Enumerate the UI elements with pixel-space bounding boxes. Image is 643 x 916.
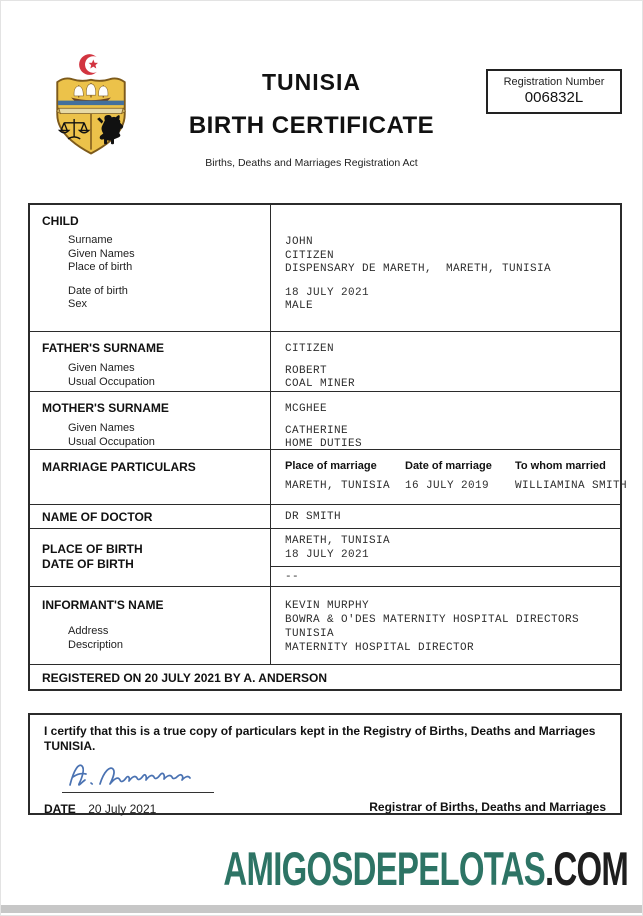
tunisia-coat-of-arms-icon: [45, 43, 137, 175]
father-section-header: FATHER'S SURNAME: [42, 341, 164, 355]
certification-statement: I certify that this is a true copy of particulars kept in the Registry of Births, Deaths and Marriages TUNISIA.: [44, 724, 596, 753]
marriage-section-header: MARRIAGE PARTICULARS: [42, 460, 196, 474]
date-of-marriage-label: Date of marriage: [405, 460, 492, 472]
date-of-marriage-value: 16 JULY 2019: [405, 480, 490, 492]
father-given-names-value: ROBERT: [285, 364, 328, 377]
birth-certificate-document: [1, 1, 642, 915]
title-block: [137, 43, 486, 169]
child-place-of-birth-value: DISPENSARY DE MARETH, MARETH, TUNISIA: [285, 263, 552, 275]
birth-place-value: MARETH, TUNISIA: [285, 535, 391, 547]
doctor-name-value: DR SMITH: [285, 511, 342, 523]
informant-row: [30, 586, 620, 664]
registration-number-value: 006832L: [524, 89, 584, 106]
father-occupation-value: COAL MINER: [285, 378, 356, 390]
birth-place-date-row: [30, 528, 620, 586]
father-row: [30, 331, 620, 391]
doctor-row: [30, 504, 620, 528]
document-header: [1, 1, 642, 175]
child-surname-value: JOHN: [285, 236, 314, 248]
country-title: TUNISIA: [262, 69, 361, 95]
informant-address-value: TUNISIA: [285, 628, 335, 640]
date-of-birth-section-header: DATE OF BIRTH: [42, 557, 134, 571]
child-date-of-birth-label: Date of birth: [68, 284, 128, 297]
registrar-title: Registrar of Births, Deaths and Marriages: [369, 800, 606, 814]
child-place-of-birth-label: Place of birth: [68, 261, 133, 273]
informant-description-value: MATERNITY HOSPITAL DIRECTOR: [285, 642, 475, 654]
registered-row: [30, 664, 620, 689]
child-sex-label: Sex: [68, 298, 87, 310]
mother-row: [30, 391, 620, 449]
doctor-section-header: NAME OF DOCTOR: [42, 510, 153, 524]
watermark-brand: [223, 841, 628, 896]
mother-given-names-label: Given Names: [68, 422, 135, 434]
child-given-names-label: Given Names: [68, 247, 135, 260]
child-row: [30, 205, 620, 331]
child-surname-label: Surname: [68, 234, 113, 246]
child-date-of-birth-value: 18 JULY 2021: [285, 286, 370, 299]
place-of-birth-section-header: PLACE OF BIRTH: [42, 542, 143, 556]
registration-number-box: [486, 69, 622, 114]
date-value: 20 July 2021: [88, 802, 157, 816]
brand-name: AMIGOSDEPELOTAS: [223, 842, 545, 895]
act-subtitle: Births, Deaths and Marriages Registration Act: [205, 157, 418, 169]
registration-number-label: Registration Number: [503, 76, 605, 88]
date-label: DATE: [44, 802, 76, 816]
bottom-bar: [1, 905, 642, 913]
place-of-marriage-value: MARETH, TUNISIA: [285, 480, 391, 492]
informant-description-label: Description: [68, 639, 124, 651]
mother-surname-value: MCGHEE: [285, 403, 328, 415]
informant-address-label: Address: [68, 625, 109, 637]
child-given-names-value: CITIZEN: [285, 249, 335, 262]
mother-given-names-value: CATHERINE: [285, 424, 349, 437]
birth-date-value: 18 JULY 2021: [285, 548, 370, 561]
document-title: BIRTH CERTIFICATE: [188, 112, 435, 139]
informant-org-value: BOWRA & O'DES MATERNITY HOSPITAL DIRECTORS: [285, 614, 580, 626]
child-section-header: CHILD: [42, 214, 79, 228]
child-sex-value: MALE: [285, 300, 314, 312]
informant-name-value: KEVIN MURPHY: [285, 600, 370, 612]
father-surname-value: CITIZEN: [285, 343, 335, 355]
father-occupation-label: Usual Occupation: [68, 375, 155, 388]
informant-section-header: INFORMANT'S NAME: [42, 598, 164, 612]
to-whom-married-value: WILLIAMINA SMITH: [515, 480, 628, 492]
marriage-row: [30, 449, 628, 504]
certification-box: [28, 713, 622, 815]
place-of-marriage-label: Place of marriage: [285, 460, 377, 472]
brand-suffix: .COM: [544, 842, 628, 895]
birth-extra-value: --: [285, 571, 300, 583]
to-whom-married-label: To whom married: [515, 460, 606, 472]
mother-occupation-label: Usual Occupation: [68, 435, 155, 448]
father-given-names-label: Given Names: [68, 362, 135, 374]
registrar-signature: [62, 756, 214, 793]
registered-statement: REGISTERED ON 20 JULY 2021 BY A. ANDERSON: [42, 671, 327, 685]
mother-section-header: MOTHER'S SURNAME: [42, 401, 169, 415]
particulars-table: [28, 203, 628, 691]
mother-occupation-value: HOME DUTIES: [285, 438, 363, 450]
